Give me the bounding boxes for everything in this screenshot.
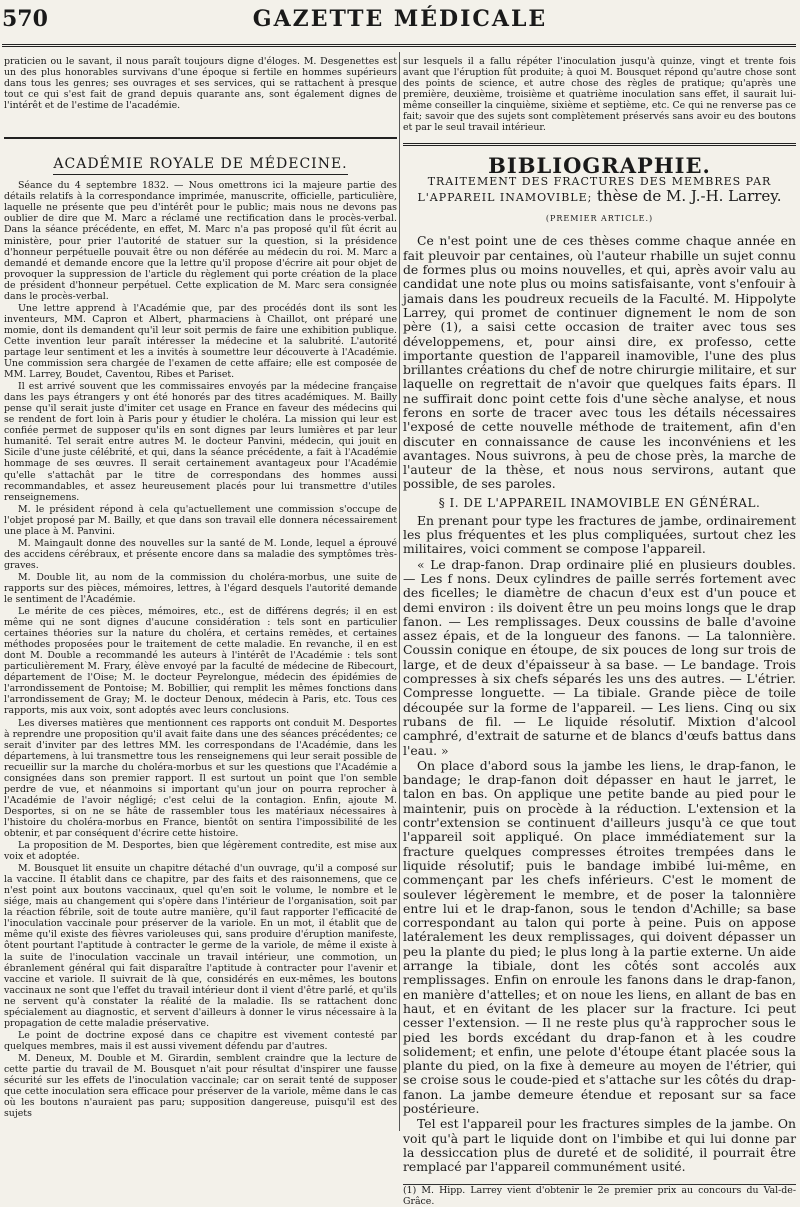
subsection-title: § I. DE L'APPAREIL INAMOVIBLE EN GÉNÉRAL.: [438, 495, 761, 510]
paragraph: On place d'abord sous la jambe les liens, le drap-fanon, le bandage; le drap-fanon doit dépasser en haut le jarret, le talon en bas. On applique une petite bande au pied pour le maintenir, puis on procède à la réduction. L'extension et la contr'extension se continuent d'ailleurs jusqu'à ce que tout l'appareil soit appliqué. On place immédiatement sur la fracture quelques compresses étroites trempées dans le liquide résolutif; puis le bandage imbibé lui-même, en commençant par les chefs inférieurs. C'est le moment de soulever légèrement le membre, et de poser la talonnière entre lui et le drap-fanon, sous le tendon d'Achille; sa base correspondant au talon qui porte à peine. Puis on appose latéralement les deux remplissages, qui doivent dépasser un peu la plante du pied; le plus long à la partie externe. Un aide arrange la tibiale, dont les côtés sont accolés aux remplissages. Enfin on enroule les fanons dans le drap-fanon, en manière d'attelles; et on noue les liens, en allant de bas en haut, et en évitant de les placer sur la fracture. Ici peut cesser l'extension. — Il ne reste plus qu'à rapprocher sous le pied les bords excédant du drap-fanon et à les coudre solidement; et enfin, une pelote d'étoupe étant placée sous la plante du pied, on la fixe à demeure au moyen de l'étrier, qui se croise sous le coude-pied et s'attache sur les côtés du drap-fanon. La jambe demeure étendue et reposant sur sa face postérieure.: [403, 757, 796, 1116]
paragraph: Les diverses matières que mentionnent ces rapports ont conduit M. Desportes à reprendre une proposition qu'il avait faite dans une des séances précédentes; ce serait d'inviter par des lettres MM. les correspondans de l'Académie, dans les départemens, à lui transmettre tous les renseignemens qui leur serait possible de recueillir sur la marche du choléra-morbus et sur les questions que l'Académie a consignées dans son premier rapport. Il est surtout un point que l'on semble perdre de vue, et néanmoins si important qu'un jour on pourra reprocher à l'Académie de l'avoir négligé; c'est celui de la contagion. Enfin, ajoute M. Desportes, si on ne se hâte de rassembler tous les matériaux nécessaires à l'histoire du choléra-morbus en France, bientôt on sentira l'impossibilité de les obtenir, et par conséquent d'écrire cette histoire.: [4, 717, 397, 839]
paragraph: Le mérite de ces pièces, mémoires, etc., est de différens degrés; il en est même qui ne sont dignes d'aucune considération : tels sont en particulier certaines théories sur la nature du choléra, et certains remèdes, et certaines méthodes proposées pour le traitement de cette maladie. En revanche, il en est dont M. Double a recommandé les auteurs à l'intérêt de l'Académie : tels sont particulièrement M. Frary, élève envoyé par la faculté de médecine de Ribecourt, département de l'Oise; M. le docteur Peyrelongue, médecin des épidémies de l'arrondissement de Pontoise; M. Bobillier, qui remplit les mêmes fonctions dans l'arrondissement de Gray; M. le docteur Denoux, médecin à Paris, etc. Tous ces rapports, mis aux voix, sont adoptés avec leurs conclusions.: [4, 606, 397, 717]
paragraph: M. Maingault donne des nouvelles sur la santé de M. Londe, lequel a éprouvé des accidens cérébraux, et présente encore dans sa maladie des symptômes très-graves.: [4, 537, 397, 571]
article-body: [403, 234, 796, 1174]
footnote: (1) M. Hipp. Larrey vient d'obtenir le 2e premier prix au concours du Val-de-Grâce.: [403, 1185, 796, 1207]
section-title-text: ACADÉMIE ROYALE DE MÉDECINE.: [53, 156, 347, 175]
paragraph: M. le président répond à cela qu'actuellement une commission s'occupe de l'objet proposé par M. Bailly, et que dans son travail elle donnera nécessairement une place à M. Panvini.: [4, 503, 397, 537]
paragraph: M. Bousquet lit ensuite un chapitre détaché d'un ouvrage, qu'il a composé sur la vaccine. Il établit dans ce chapitre, par des faits et des raisonnemens, que ce n'est point aux boutons vaccinaux, quel qu'en soit le volume, le nombre et le siége, mais au changement qui s'opère dans l'intérieur de l'organisation, soit par la réaction fébrile, soit de toute autre manière, qu'il faut rapporter l'efficacité de l'inoculation vaccinale pour préserver de la variole. En un mot, il établit que de même qu'il existe des fièvres varioleuses qui, sans produire d'éruption manifeste, ôtent pourtant l'aptitude à contracter le germe de la variole, de même il existe à la suite de l'inoculation vaccinale un travail intérieur, une commotion, un ébranlement général qui fait disparaître l'aptitude à contracter pour l'avenir et vaccine et variole. Il suivrait de là que, considérés en eux-mêmes, les boutons vaccinaux ne sont que l'effet du travail intérieur dont il vient d'être parlé, et qu'ils ne servent qu'à constater la réalité de la maladie. Ils se rattachent donc spécialement au diagnostic, et servent d'ailleurs à donner le virus nécessaire à la propagation de cette maladie préservative.: [4, 863, 397, 1029]
article-title: [403, 175, 796, 205]
running-header: [0, 2, 800, 36]
article-note: (PREMIER ARTICLE.): [545, 214, 654, 224]
paragraph: Une lettre apprend à l'Académie que, par des procédés dont ils sont les inventeurs, MM. Capron et Albert, pharmaciens à Chaillot, ont préparé une momie, dont ils demandent qu'il leur soit permis de faire une exhibition publique. Cette invention leur paraît intéresser la médecine et la salubrité. L'autorité partage leur sentiment et les a invités à soumettre leur découverte à l'Académie. Une commission sera chargée de l'examen de cette affaire; elle est composée de MM. Larrey, Boudet, Caventou, Ribes et Pariset.: [4, 302, 397, 381]
paragraph: Tel est l'appareil pour les fractures simples de la jambe. On voit qu'à part le liquide dont on l'imbibe et qui lui donne par la dessiccation plus de dureté et de solidité, il pourrait être remplacé par l'appareil communément usité.: [403, 1116, 796, 1175]
section-title-academie: [4, 137, 397, 173]
paragraph: Le point de doctrine exposé dans ce chapitre est vivement contesté par quelques membres, mais il est aussi vivement défendu par d'autres.: [4, 1029, 397, 1052]
paragraph: En prenant pour type les fractures de jambe, ordinairement les plus fréquentes et les plus compliquées, surtout chez les militaires, voici comment se compose l'appareil.: [403, 512, 796, 557]
paragraph: Séance du 4 septembre 1832. — Nous omettrons ici la majeure partie des détails relatifs à la correspondance imprimée, manuscrite, officielle, particulière, laquelle ne présente que peu d'intérêt pour le public; mais nous ne devons pas oublier de dire que M. Marc a réclamé une rectification dans le procès-verbal. Dans la séance précédente, en effet, M. Marc n'a pas proposé qu'il fût écrit au ministère, pour prier l'autorité de statuer sur la question, si la présidence d'honneur perpétuelle pouvait être ou non déférée au médecin du roi. M. Marc a demandé et demande encore que la lettre qu'il propose d'écrire ait pour objet de provoquer la suppression de l'article du règlement qui porte création de la place de président d'honneur perpétuel. Cette explication de M. Marc sera consignée dans le procès-verbal.: [4, 180, 397, 302]
journal-title: GAZETTE MÉDICALE: [252, 6, 548, 32]
column-divider: [399, 52, 400, 1131]
right-column: [403, 56, 796, 1207]
paragraph: M. Double lit, au nom de la commission du choléra-morbus, une suite de rapports sur des pièces, mémoires, lettres, à l'égard desquels l'autorité demande le sentiment de l'Académie.: [4, 571, 397, 606]
paragraph: « Le drap-fanon. Drap ordinaire plié en plusieurs doubles. — Les f nons. Deux cylindres de paille serrés fortement avec des ficelles; le diamètre de chacun d'eux est d'un pouce et demi environ : ils doivent être un peu moins longs que le drap fanon. — Les remplissages. Deux coussins de balle d'avoine assez épais, et de la longueur des fanons. — La talonnière. Coussin conique en étoupe, de six pouces de long sur trois de large, et de deux d'épaisseur à sa base. — Le bandage. Trois compresses à six chefs séparés les uns des autres. — L'étrier. Compresse longuette. — La tibiale. Grande pièce de toile découpée sur la forme de l'appareil. — Les liens. Cinq ou six rubans de fil. — Le liquide résolutif. Mixtion d'alcool camphré, d'extrait de saturne et de blancs d'œufs battus dans l'eau. »: [403, 556, 796, 758]
paragraph: Il est arrivé souvent que les commissaires envoyés par la médecine française dans les pays étrangers y ont été honorés par des titres académiques. M. Bailly pense qu'il serait juste d'imiter cet usage en France en faveur des médecins qui se rendent de fort loin à Paris pour y étudier le choléra. La mission qui leur est confiée permet de supposer qu'ils en sont dignes par leurs lumières et par leur humanité. Tel serait entre autres M. le docteur Panvini, médecin, qui jouit en Sicile d'une juste célébrité, et qui, dans la séance précédente, a fait à l'Académie hommage de ses œuvres. Il serait certainement avantageux pour l'Académie qu'elle s'attachât par le titre de correspondans des hommes aussi recommandables, et assez heureusement placés pour lui transmettre d'utiles renseignemens.: [4, 381, 397, 503]
section-title-bibliographie: BIBLIOGRAPHIE.: [403, 143, 796, 171]
left-column: [4, 56, 397, 1131]
paragraph: Ce n'est point une de ces thèses comme chaque année en fait pleuvoir par centaines, où l'auteur rhabille un sujet connu de formes plus ou moins nouvelles, et qui, après avoir valu au candidat une note plus ou moins satisfaisante, vont s'enfouir à jamais dans les poudreux recueils de la Faculté. M. Hippolyte Larrey, qui promet de continuer dignement le nom de son père (1), a saisi cette occasion de traiter avec tous ses développemens, et, pour ainsi dire, ex professo, cette importante question de l'appareil inamovible, l'une des plus brillantes créations du chef de notre chirurgie militaire, et sur laquelle on regrettait de n'avoir que quelques faits épars. Il ne suffirait donc point cette fois d'une sèche analyse, et nous ferons en sorte de tracer avec tous les détails nécessaires l'exposé de cette nouvelle méthode de traitement, afin d'en discuter en connaissance de cause les inconvéniens et les avantages. Nous suivrons, à peu de chose près, la marche de l'auteur de la thèse, et nous nous servirons, autant que possible, de ses paroles.: [403, 233, 796, 492]
header-rule: [2, 44, 796, 47]
intro-paragraph: praticien ou le savant, il nous paraît toujours digne d'éloges. M. Desgenettes est un des plus honorables survivans d'une époque si fertile en hommes supérieurs dans tous les genres; ses ouvrages et ses services, qui se rattachent à presque tout ce qui s'est fait de grand depuis quarante ans, sont également dignes de l'intérêt et de l'estime de l'académie.: [4, 56, 397, 112]
paragraph: La proposition de M. Desportes, bien que légèrement contredite, est mise aux voix et adoptée.: [4, 840, 397, 863]
continuation-paragraph: sur lesquels il a fallu répéter l'inoculation jusqu'à quinze, vingt et trente fois avant que l'éruption fût produite; à quoi M. Bousquet répond qu'autre chose sont des points de science, et autre chose des règles de pratique; qu'après une première, deuxième, troisième et quatrième inoculation sans effet, il saurait lui-même conseiller la cinquième, sixième et septième, etc. Ce qui ne renverse pas ce fait; savoir que des sujets sont complètement préservés sans avoir eu des boutons et par le seul travail intérieur.: [403, 56, 796, 134]
article-title-small: TRAITEMENT DES FRACTURES DES MEMBRES PAR L'APPAREIL INAMOVIBLE;: [417, 175, 772, 205]
paragraph: M. Deneux, M. Double et M. Girardin, semblent craindre que la lecture de cette partie du travail de M. Bousquet n'ait pour résultat d'inspirer une fausse sécurité sur les effets de l'inoculation vaccinale; car on serait tenté de supposer que cette inoculation sera efficace pour préserver de la variole, même dans le cas où les boutons n'auraient pas paru; supposition dangereuse, puisqu'il est des sujets: [4, 1052, 397, 1120]
article-title-big: thèse de M. J.-H. Larrey.: [596, 187, 782, 206]
page-number: 570: [2, 6, 48, 32]
